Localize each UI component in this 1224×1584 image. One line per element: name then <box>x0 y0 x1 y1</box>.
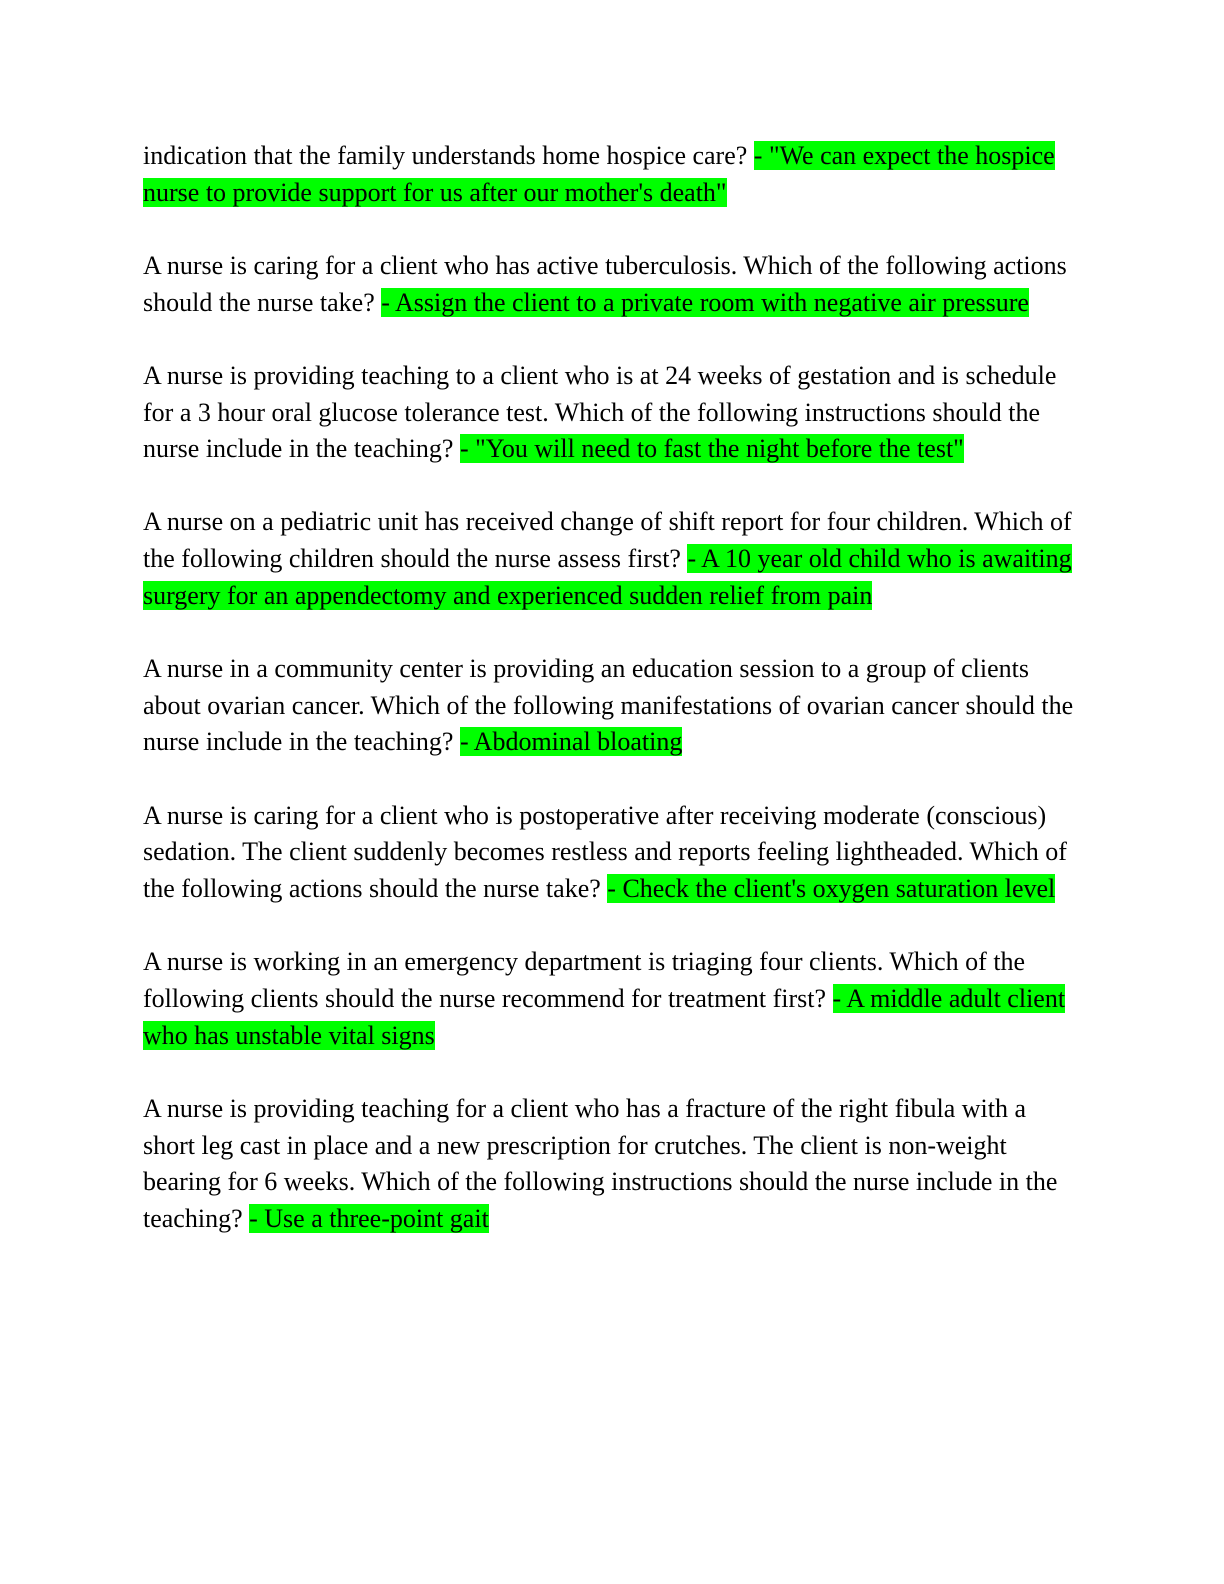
qa-item-8 <box>143 1091 1083 1238</box>
qa-item-4 <box>143 504 1083 614</box>
question-text: A nurse is caring for a client who is postoperative after receiving moderate (conscious) sedation. The client suddenly becomes restless and reports feeling lightheaded. Which of the following actions should the nurse take? <box>143 800 1067 904</box>
answer-highlight: - Use a three-point gait <box>249 1203 489 1233</box>
qa-item-2 <box>143 248 1083 321</box>
question-text: indication that the family understands home hospice care? <box>143 141 754 170</box>
answer-highlight: - "You will need to fast the night before the test" <box>459 434 964 464</box>
question-text: A nurse in a community center is providing an education session to a group of clients about ovarian cancer. Which of the following manifestations of ovarian cancer should the nurse include in the teaching? <box>143 654 1074 757</box>
qa-item-1 <box>143 138 1083 211</box>
qa-item-3 <box>143 358 1083 468</box>
answer-highlight: - Assign the client to a private room with negative air pressure <box>381 287 1029 317</box>
qa-item-7 <box>143 944 1083 1054</box>
qa-item-6 <box>143 798 1083 908</box>
document-page <box>143 138 1083 1274</box>
answer-highlight: - Abdominal bloating <box>459 727 683 757</box>
answer-highlight: - Check the client's oxygen saturation level <box>607 874 1056 904</box>
qa-item-5 <box>143 651 1083 761</box>
question-text: A nurse is providing teaching to a client who is at 24 weeks of gestation and is schedule for a 3 hour oral glucose tolerance test. Which of the following instructions should the nurse include in the teaching? <box>143 360 1057 464</box>
question-text: A nurse is providing teaching for a client who has a fracture of the right fibula with a short leg cast in place and a new prescription for crutches. The client is non-weight bearing for 6 weeks. Which of the following instructions should the nurse include in the teaching? <box>143 1093 1058 1233</box>
answer-highlight: - "We can expect the hospice nurse to provide support for us after our mother's death" <box>143 141 1055 207</box>
answer-highlight: - A middle adult client who has unstable vital signs <box>143 983 1066 1050</box>
question-text: A nurse is caring for a client who has active tuberculosis. Which of the following actions should the nurse take? <box>143 250 1067 317</box>
question-text: A nurse on a pediatric unit has received change of shift report for four children. Which of the following children should the nurse assess first? <box>143 507 1072 574</box>
answer-highlight: - A 10 year old child who is awaiting surgery for an appendectomy and experienced sudden relief from pain <box>143 544 1072 610</box>
question-text: A nurse is working in an emergency department is triaging four clients. Which of the following clients should the nurse recommend for treatment first? <box>143 947 1026 1013</box>
